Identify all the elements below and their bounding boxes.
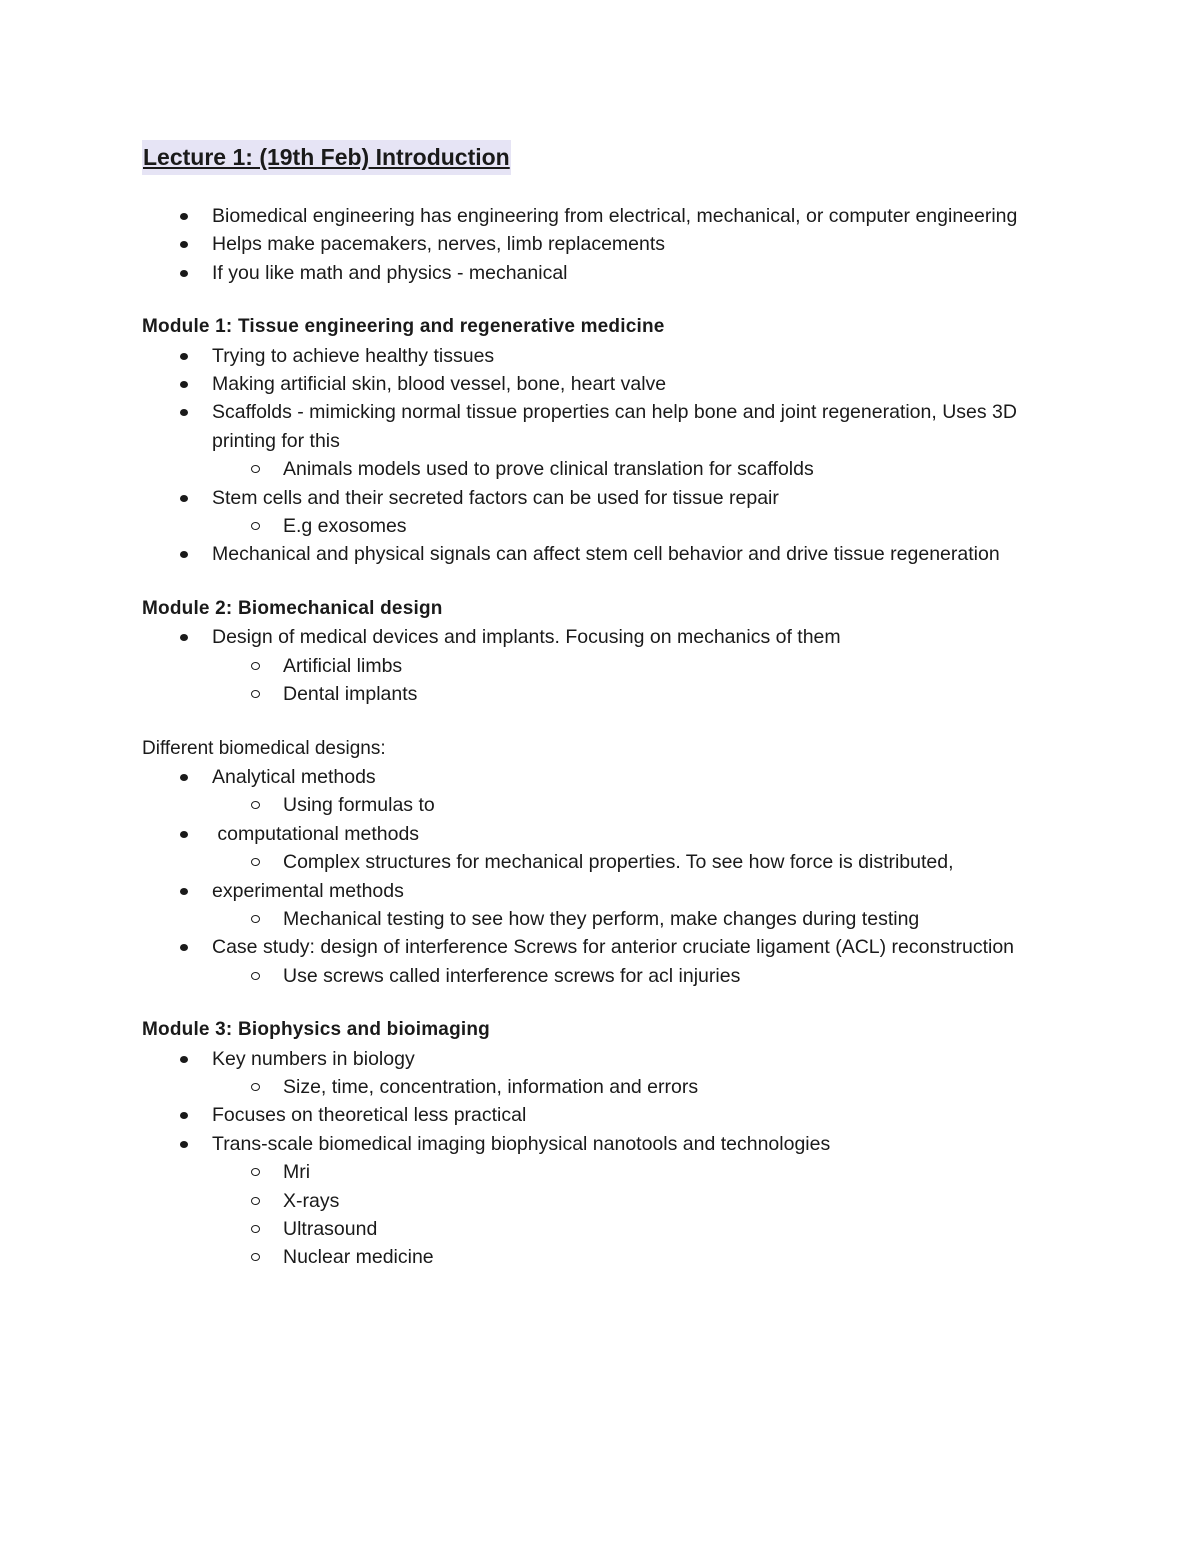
sub-list-item: X-rays — [142, 1187, 1062, 1215]
module2-heading: Module 2: Biomechanical design — [142, 597, 443, 619]
bullet-icon — [180, 241, 188, 248]
sub-list-item: Complex structures for mechanical properties. To see how force is distributed, — [142, 848, 1062, 876]
sub-list-item: Size, time, concentration, information and errors — [142, 1073, 1062, 1101]
sub-list-item: Use screws called interference screws for acl injuries — [142, 962, 1062, 990]
bullet-icon — [180, 213, 188, 220]
sub-list-item: Using formulas to — [142, 791, 1062, 819]
module2-list — [142, 623, 1062, 708]
list-item: Design of medical devices and implants. Focusing on mechanics of them Artificial limbs Dental implants — [142, 623, 1062, 708]
sub-list-item: Mri — [142, 1158, 1062, 1186]
bullet-icon — [180, 495, 188, 502]
sub-bullet-icon — [251, 1083, 260, 1091]
sub-list-item: Mechanical testing to see how they perform, make changes during testing — [142, 905, 1062, 933]
sub-bullet-icon — [251, 972, 260, 980]
module1-heading: Module 1: Tissue engineering and regenerative medicine — [142, 316, 665, 338]
list-item: Trying to achieve healthy tissues — [142, 342, 1062, 370]
sub-list-item: Nuclear medicine — [142, 1243, 1062, 1271]
sub-list-item: E.g exosomes — [142, 512, 1062, 540]
list-item: Making artificial skin, blood vessel, bone, heart valve — [142, 370, 1062, 398]
list-item: Trans-scale biomedical imaging biophysical nanotools and technologies Mri X-rays Ultrasound Nuclear medicine — [142, 1130, 1062, 1272]
list-item: Mechanical and physical signals can affect stem cell behavior and drive tissue regeneration — [142, 540, 1062, 568]
list-item: Focuses on theoretical less practical — [142, 1101, 1062, 1129]
module1-list — [142, 342, 1062, 569]
list-item: Helps make pacemakers, nerves, limb replacements — [142, 230, 1062, 258]
designs-list — [142, 763, 1062, 990]
sub-list-item: Dental implants — [142, 680, 1062, 708]
bullet-icon — [180, 831, 188, 838]
list-item: computational methods Complex structures for mechanical properties. To see how force is distributed, — [142, 820, 1062, 877]
list-item: Scaffolds - mimicking normal tissue properties can help bone and joint regeneration, Uses 3D printing for this Animals models used to prove clinical translation for scaffolds — [142, 398, 1062, 483]
sub-bullet-icon — [251, 1197, 260, 1205]
bullet-icon — [180, 381, 188, 388]
bullet-icon — [180, 270, 188, 277]
bullet-icon — [180, 1141, 188, 1148]
bullet-icon — [180, 888, 188, 895]
sub-list-item: Animals models used to prove clinical translation for scaffolds — [142, 455, 1062, 483]
bullet-icon — [180, 551, 188, 558]
sub-bullet-icon — [251, 915, 260, 923]
bullet-icon — [180, 1112, 188, 1119]
sub-bullet-icon — [251, 522, 260, 530]
list-item: experimental methods Mechanical testing to see how they perform, make changes during testing — [142, 877, 1062, 934]
bullet-icon — [180, 353, 188, 360]
list-item: Key numbers in biology Size, time, concentration, information and errors — [142, 1045, 1062, 1102]
sub-bullet-icon — [251, 1168, 260, 1176]
sub-bullet-icon — [251, 1253, 260, 1261]
sub-bullet-icon — [251, 465, 260, 473]
sub-bullet-icon — [251, 858, 260, 866]
bullet-icon — [180, 1056, 188, 1063]
list-item: If you like math and physics - mechanical — [142, 259, 1062, 287]
list-item: Analytical methods Using formulas to — [142, 763, 1062, 820]
module3-list — [142, 1045, 1062, 1272]
list-item: Biomedical engineering has engineering from electrical, mechanical, or computer engineering — [142, 202, 1062, 230]
sub-bullet-icon — [251, 801, 260, 809]
list-item: Case study: design of interference Screws for anterior cruciate ligament (ACL) reconstruction Use screws called interference screws for acl injuries — [142, 933, 1062, 990]
bullet-icon — [180, 634, 188, 641]
document-page — [142, 140, 1062, 1272]
sub-list-item: Ultrasound — [142, 1215, 1062, 1243]
lecture-title: Lecture 1: (19th Feb) Introduction — [142, 140, 511, 175]
list-item: Stem cells and their secreted factors can be used for tissue repair E.g exosomes — [142, 484, 1062, 541]
sub-list-item: Artificial limbs — [142, 652, 1062, 680]
sub-bullet-icon — [251, 690, 260, 698]
intro-list — [142, 202, 1062, 287]
sub-bullet-icon — [251, 1225, 260, 1233]
designs-heading: Different biomedical designs: — [142, 737, 386, 759]
bullet-icon — [180, 774, 188, 781]
module3-heading: Module 3: Biophysics and bioimaging — [142, 1019, 490, 1041]
bullet-icon — [180, 409, 188, 416]
sub-bullet-icon — [251, 662, 260, 670]
bullet-icon — [180, 944, 188, 951]
